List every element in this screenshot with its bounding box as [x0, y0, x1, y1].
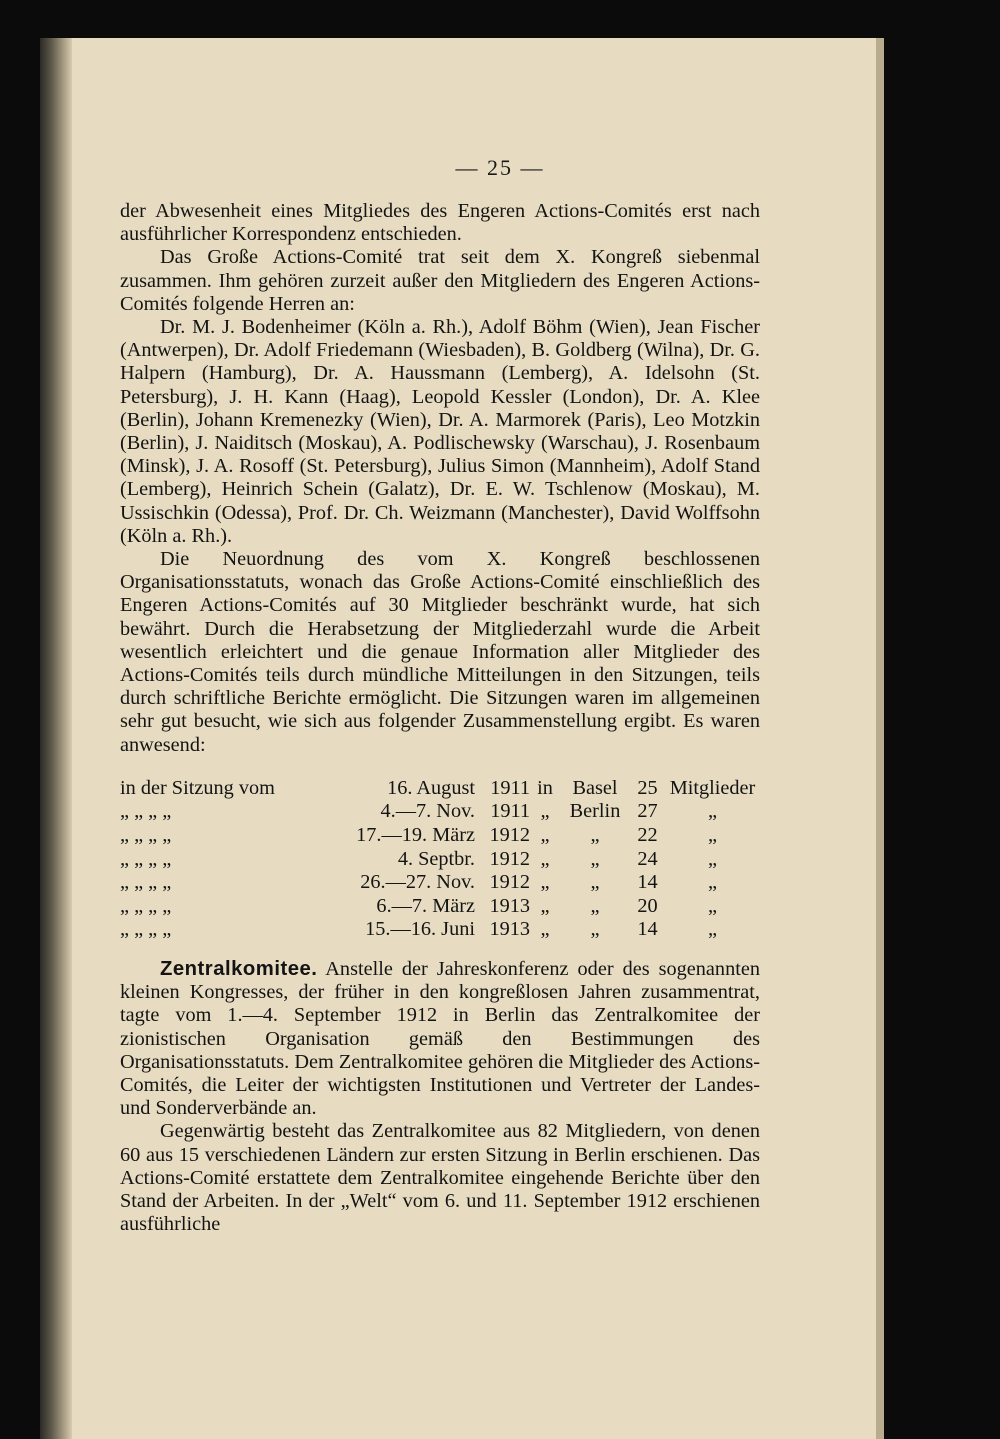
- page-edge: [876, 38, 884, 1439]
- page-body: [120, 200, 760, 1236]
- member-list-paragraph: Dr. M. J. Bodenheimer (Köln a. Rh.), Adolf Böhm (Wien), Jean Fischer (Antwerpen), Dr. Adolf Friedemann (Wiesbaden), B. Goldberg (Wilna), Dr. G. Halpern (Hamburg), Dr. A. Haussmann (Lemberg), A. Idelsohn (St. Petersburg), J. H. Kann (Haag), Leopold Kessler (London), Dr. A. Klee (Berlin), Johann Kremenezky (Wien), Dr. A. Marmorek (Paris), Leo Motzkin (Berlin), J. Naiditsch (Moskau), A. Podlischewsky (Warschau), J. Rosenbaum (Minsk), J. A. Rosoff (St. Petersburg), Julius Simon (Mannheim), Adolf Stand (Lemberg), Heinrich Schein (Galatz), Dr. E. W. Tschlenow (Moskau), M. Ussischkin (Odessa), Prof. Dr. Ch. Weizmann (Manchester), David Wolffsohn (Köln a. Rh.).: [120, 316, 760, 547]
- table-row: „ „ „ „ 4. Septbr. 1912 „ „ 24 „: [120, 847, 717, 870]
- table-row: „ „ „ „ 15.—16. Juni 1913 „ „ 14 „: [120, 918, 717, 941]
- zentralkomitee-paragraph: [120, 958, 760, 1120]
- table-row: „ „ „ „ 26.—27. Nov. 1912 „ „ 14 „: [120, 871, 717, 894]
- sessions-table: [120, 777, 760, 942]
- page-number: — 25 —: [455, 155, 545, 180]
- section-heading: Zentralkomitee.: [160, 958, 318, 981]
- table-row: „ „ „ „ 4.—7. Nov. 1911 „ Berlin 27 „: [120, 800, 717, 823]
- zentralkomitee-text: Anstelle der Jahreskonferenz oder des sogenannten kleinen Kongresses, der früher in den kongreßlosen Jahren zusammentrat, tagte vom 1.—4. September 1912 in Berlin das Zentralkomitee der zionistischen Organisation gemäß den Bestimmungen des Organisationsstatuts. Dem Zentralkomitee gehören die Mitglieder des Actions-Comités, die Leiter der wichtigsten Institutionen und Vertreter der Landes- und Sonderverbände an.: [120, 958, 760, 1120]
- table-row: „ „ „ „ 6.—7. März 1913 „ „ 20 „: [120, 894, 717, 917]
- paragraph-2: Das Große Actions-Comité trat seit dem X. Kongreß siebenmal zusammen. Ihm gehören zurzeit außer den Mitgliedern des Engeren Actions-Comités folgende Herren an:: [120, 246, 760, 315]
- table-row: in der Sitzung vom 16. August 1911 in Basel 25 Mitglieder: [120, 776, 756, 799]
- paragraph-1: der Abwesenheit eines Mitgliedes des Engeren Actions-Comités erst nach ausführlicher Korrespondenz entschieden.: [120, 200, 760, 246]
- table-row: „ „ „ „ 17.—19. März 1912 „ „ 22 „: [120, 824, 717, 847]
- paragraph-6: Gegenwärtig besteht das Zentralkomitee aus 82 Mitgliedern, von denen 60 aus 15 verschiedenen Ländern zur ersten Sitzung in Berlin erschienen. Das Actions-Comité erstattete dem Zentralkomitee eingehende Berichte über den Stand der Arbeiten. In der „Welt“ vom 6. und 11. September 1912 erschienen ausführliche: [120, 1120, 760, 1236]
- book-spine: [40, 38, 72, 1439]
- paragraph-4: Die Neuordnung des vom X. Kongreß beschlossenen Organisationsstatuts, wonach das Große Actions-Comité einschließlich des Engeren Actions-Comités auf 30 Mitglieder beschränkt wurde, hat sich bewährt. Durch die Herabsetzung der Mitgliederzahl wurde die Arbeit wesentlich erleichtert und die genaue Information aller Mitglieder des Actions-Comités teils durch mündliche Mitteilungen in den Sitzungen, teils durch schriftliche Berichte ermöglicht. Die Sitzungen waren im allgemeinen sehr gut besucht, wie sich aus folgender Zusammenstellung ergibt. Es waren anwesend:: [120, 548, 760, 756]
